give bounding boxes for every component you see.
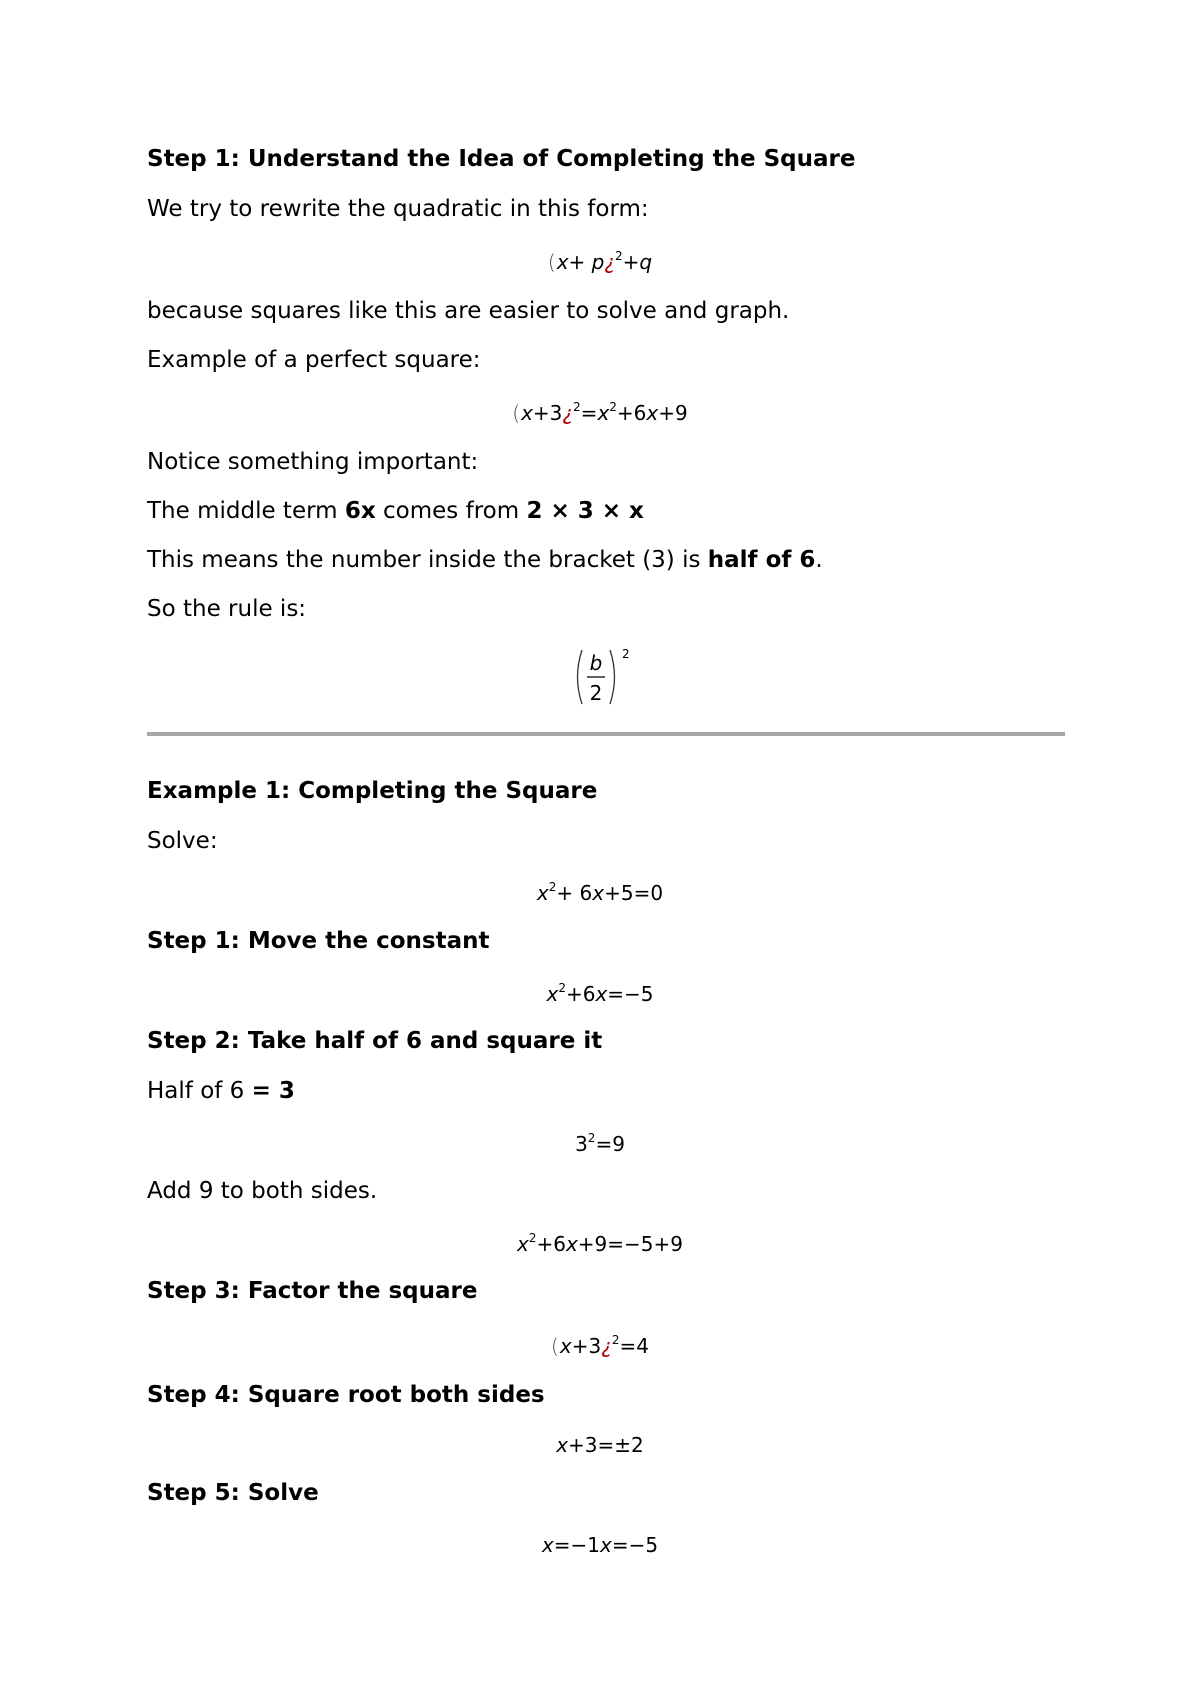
add-nine-text: Add 9 to both sides. [147,1178,378,1204]
because-text: because squares like this are easier to solve and graph. [147,298,790,324]
form-formula: (x+ p¿$^2$+q [547,249,653,274]
step-1-heading: Step 1: Move the constant [147,928,490,954]
horizontal-divider [147,732,1065,736]
denominator: 2 [589,681,603,705]
means-text: This means the number inside the bracket (3) is half of 6. [147,547,823,573]
half-of-six-text: Half of 6 = 3 [147,1078,295,1104]
middle-term-text: The middle term 6x comes from 2 × 3 × x [147,498,644,524]
numerator: b [589,651,603,675]
section-heading: Step 1: Understand the Idea of Completing the Square [147,146,856,172]
right-paren [610,650,615,704]
equation-3: $3^2=9$ [575,1131,625,1156]
equation-1: $x^2+ 6x+5=0$ [536,880,664,905]
equation-7: x=−1x=−5 [541,1533,659,1557]
perfect-square-formula: ($x+3¿^2=x^2+6x+9$ [512,400,688,425]
step-2-heading: Step 2: Take half of 6 and square it [147,1028,603,1054]
solve-label: Solve: [147,828,218,854]
left-paren [578,650,583,704]
step-4-heading: Step 4: Square root both sides [147,1382,545,1408]
fraction-formula [570,646,630,708]
intro-text: We try to rewrite the quadratic in this form: [147,196,649,222]
step-3-heading: Step 3: Factor the square [147,1278,478,1304]
equation-4: $x^2+6x+9=-5+9$ [516,1231,684,1256]
example-heading: Example 1: Completing the Square [147,778,598,804]
rule-formula [0,646,1200,708]
notice-text: Notice something important: [147,449,479,475]
equation-5: (x+3¿$^2$=4 [551,1333,649,1358]
step-5-heading: Step 5: Solve [147,1480,319,1506]
equation-6: x+3=±2 [556,1433,644,1457]
rule-text: So the rule is: [147,596,307,622]
exponent: 2 [622,647,630,661]
example-label: Example of a perfect square: [147,347,481,373]
equation-2: $x^2+6x=-5$ [546,981,654,1006]
